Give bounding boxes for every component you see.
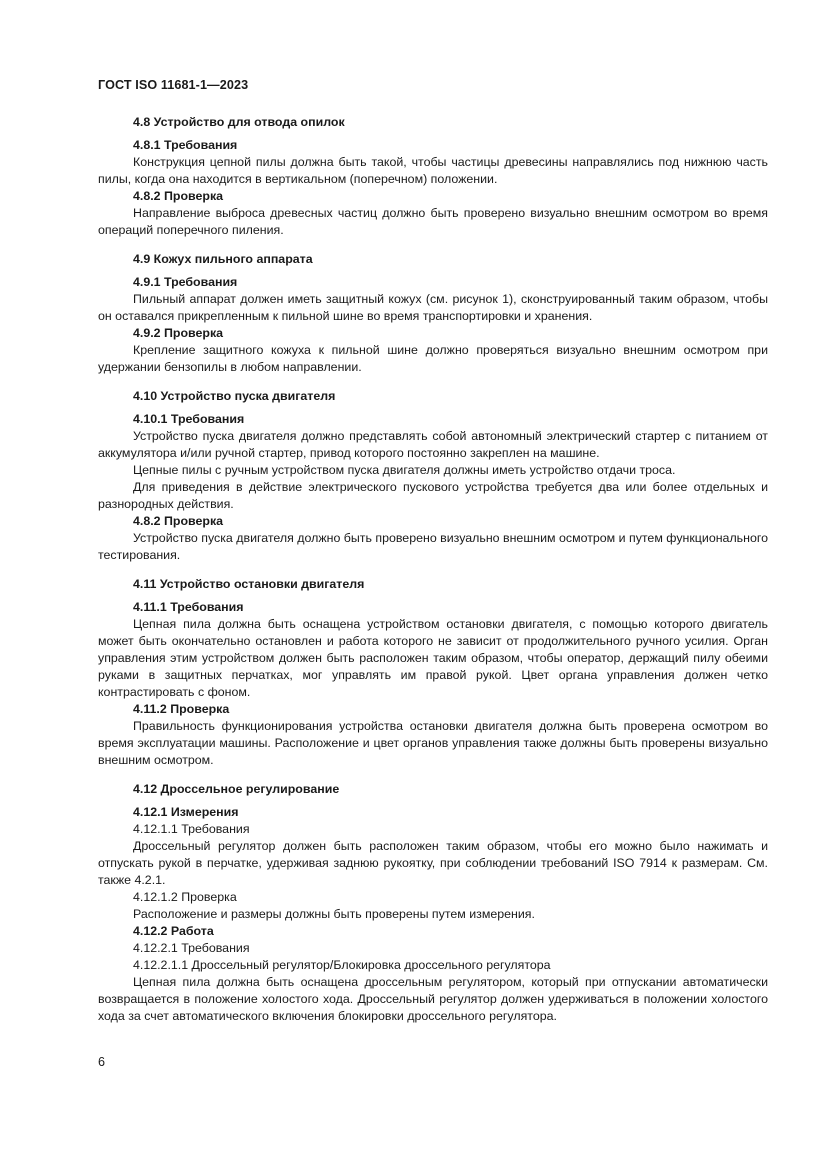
subsection-title-4-11-2: 4.11.2 Проверка xyxy=(133,702,230,716)
subsection-title-4-8-2: 4.8.2 Проверка xyxy=(133,189,224,203)
subsection-title-4-10-2: 4.8.2 Проверка xyxy=(133,514,224,528)
subsection-title-4-8-1: 4.8.1 Требования xyxy=(133,138,238,152)
clause-title-4-12-1-2: 4.12.1.2 Проверка xyxy=(133,890,237,904)
paragraph: Цепные пилы с ручным устройством пуска двигателя должны иметь устройство отдачи троса. xyxy=(133,463,676,477)
paragraph: Для приведения в действие электрического пускового устройства требуется два или более отдельных и разнородных действия. xyxy=(98,480,768,511)
paragraph: Устройство пуска двигателя должно представлять собой автономный электрический стартер с питанием от аккумулятора и/или ручной стартер, привод которого постоянно закреплен на машине. xyxy=(98,429,768,460)
paragraph: Дроссельный регулятор должен быть расположен таким образом, чтобы его можно было нажимать и отпускать рукой в перчатке, удерживая заднюю рукоятку, при соблюдении требований ISO 7914 к размерам. См. также 4.2.1. xyxy=(98,839,768,887)
clause-title-4-12-1-1: 4.12.1.1 Требования xyxy=(133,822,250,836)
section-title-4-12: 4.12 Дроссельное регулирование xyxy=(133,782,340,796)
clause-title-4-12-2-1: 4.12.2.1 Требования xyxy=(133,941,250,955)
subsection-title-4-10-1: 4.10.1 Требования xyxy=(133,412,245,426)
paragraph: Цепная пила должна быть оснащена устройством остановки двигателя, с помощью которого двигатель может быть окончательно остановлен и работа которого не зависит от продолжительного ручного усилия. Орган управления этим устройством должен быть расположен таким образом, чтобы оператор, держащий пилу обеими руками в защитных перчатках, мог управлять им правой рукой. Цвет органа управления должен четко контрастировать с фоном. xyxy=(98,617,768,699)
document-header: ГОСТ ISO 11681-1—2023 xyxy=(98,78,249,92)
paragraph: Устройство пуска двигателя должно быть проверено визуально внешним осмотром и путем функционального тестирования. xyxy=(98,531,768,562)
subsection-title-4-12-2: 4.12.2 Работа xyxy=(133,924,214,938)
section-title-4-10: 4.10 Устройство пуска двигателя xyxy=(133,389,336,403)
page-number: 6 xyxy=(98,1055,106,1069)
section-title-4-8: 4.8 Устройство для отвода опилок xyxy=(133,115,345,129)
subsection-title-4-12-1: 4.12.1 Измерения xyxy=(133,805,239,819)
paragraph: Направление выброса древесных частиц должно быть проверено визуально внешним осмотром во время операций поперечного пиления. xyxy=(98,206,768,237)
subsection-title-4-11-1: 4.11.1 Требования xyxy=(133,600,244,614)
paragraph: Правильность функционирования устройства остановки двигателя должна быть проверена осмотром во время эксплуатации машины. Расположение и цвет органов управления также должны быть проверены визуально внешним осмотром. xyxy=(98,719,768,767)
paragraph: Конструкция цепной пилы должна быть такой, чтобы частицы древесины направлялись под нижнюю часть пилы, когда она находится в вертикальном (поперечном) положении. xyxy=(98,155,768,186)
paragraph: Крепление защитного кожуха к пильной шине должно проверяться визуально внешним осмотром при удержании бензопилы в любом направлении. xyxy=(98,343,768,374)
subsection-title-4-9-1: 4.9.1 Требования xyxy=(133,275,238,289)
paragraph: Цепная пила должна быть оснащена дроссельным регулятором, который при отпускании автоматически возвращается в положение холостого хода. Дроссельный регулятор должен удерживаться в положении холостого хода за счет автоматического включения блокировки дроссельного регулятора. xyxy=(98,975,768,1023)
section-title-4-9: 4.9 Кожух пильного аппарата xyxy=(133,252,313,266)
section-title-4-11: 4.11 Устройство остановки двигателя xyxy=(133,577,365,591)
paragraph: Пильный аппарат должен иметь защитный кожух (см. рисунок 1), сконструированный таким образом, чтобы он оставался прикрепленным к пильной шине во время транспортировки и хранения. xyxy=(98,292,768,323)
paragraph: Расположение и размеры должны быть проверены путем измерения. xyxy=(133,907,535,921)
subsection-title-4-9-2: 4.9.2 Проверка xyxy=(133,326,224,340)
clause-title-4-12-2-1-1: 4.12.2.1.1 Дроссельный регулятор/Блокировка дроссельного регулятора xyxy=(133,958,551,972)
document-body xyxy=(98,114,768,1025)
